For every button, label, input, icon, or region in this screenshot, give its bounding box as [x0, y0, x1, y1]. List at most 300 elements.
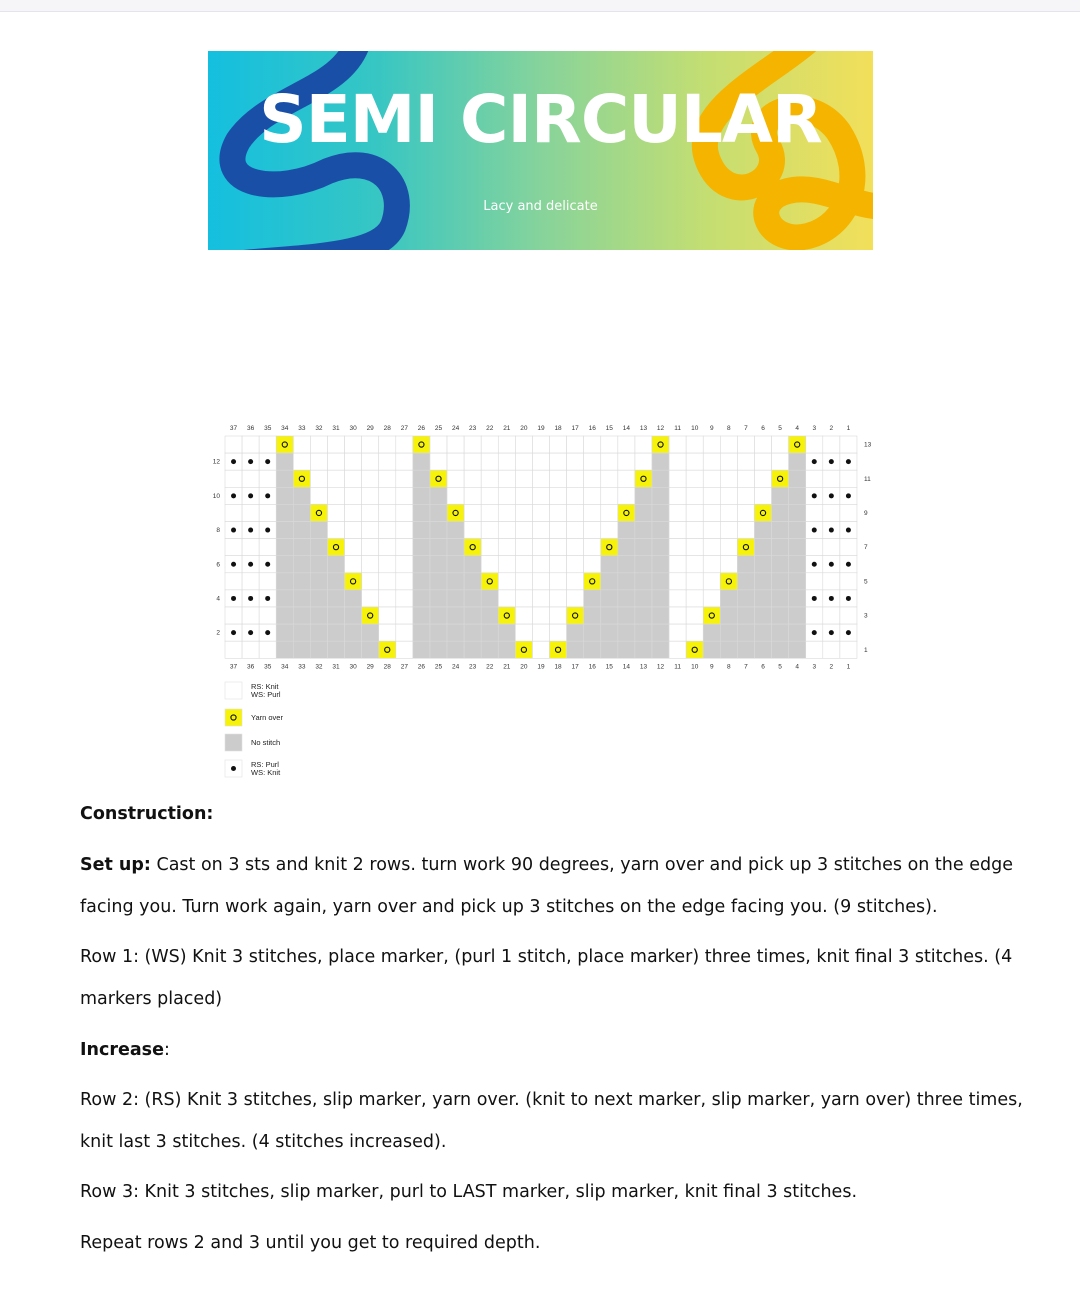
purl-dot — [265, 459, 270, 464]
chart-cell — [618, 590, 635, 607]
chart-cell — [720, 573, 737, 590]
column-number-bottom: 32 — [315, 663, 323, 671]
chart-cell — [242, 539, 259, 556]
column-number-top: 8 — [727, 425, 731, 432]
column-number-top: 13 — [639, 425, 648, 432]
chart-cell — [362, 504, 379, 521]
chart-cell — [276, 436, 293, 453]
chart-cell — [379, 487, 396, 504]
chart-cell — [686, 453, 703, 470]
chart-cell — [754, 470, 771, 487]
chart-cell — [396, 436, 413, 453]
column-number-bottom: 1 — [846, 663, 851, 671]
chart-cell — [293, 470, 310, 487]
column-number-bottom: 26 — [417, 663, 426, 671]
chart-cell — [242, 504, 259, 521]
chart-cell — [789, 436, 806, 453]
chart-cell — [447, 504, 464, 521]
chart-cell — [464, 504, 481, 521]
chart-cell — [447, 487, 464, 504]
chart-cell — [567, 453, 584, 470]
chart-cell — [447, 641, 464, 658]
chart-cell — [686, 641, 703, 658]
chart-cell — [327, 436, 344, 453]
chart-cell — [584, 539, 601, 556]
chart-cell — [652, 641, 669, 658]
chart-cell — [532, 641, 549, 658]
chart-cell — [413, 607, 430, 624]
chart-cell — [669, 590, 686, 607]
chart-cell — [345, 504, 362, 521]
chart-cell — [293, 607, 310, 624]
legend-label: WS: Knit — [251, 768, 281, 777]
row-number-right: 3 — [863, 612, 868, 620]
column-number-bottom: 28 — [383, 663, 391, 671]
chart-cell — [720, 522, 737, 539]
chart-cell — [310, 504, 327, 521]
purl-dot — [265, 562, 270, 567]
row-number-left: 2 — [216, 629, 220, 637]
chart-cell — [498, 539, 515, 556]
chart-cell — [737, 487, 754, 504]
chart-cell — [550, 470, 567, 487]
column-number-bottom: 2 — [829, 663, 834, 671]
increase-heading-line — [80, 1040, 1000, 1060]
chart-cell — [430, 436, 447, 453]
chart-cell — [550, 504, 567, 521]
chart-cell — [276, 453, 293, 470]
chart-cell — [464, 487, 481, 504]
chart-cell — [447, 453, 464, 470]
chart-cell — [806, 573, 823, 590]
chart-cell — [703, 487, 720, 504]
chart-cell — [447, 522, 464, 539]
chart-cell — [635, 522, 652, 539]
chart-cell — [481, 487, 498, 504]
chart-cell — [789, 607, 806, 624]
chart-cell — [430, 624, 447, 641]
chart-cell — [686, 624, 703, 641]
row-number-left: 8 — [216, 527, 220, 535]
chart-cell — [379, 522, 396, 539]
chart-cell — [396, 487, 413, 504]
column-number-top: 15 — [605, 425, 613, 432]
chart-cell — [720, 470, 737, 487]
chart-cell — [703, 624, 720, 641]
chart-cell — [823, 539, 840, 556]
chart-cell — [396, 522, 413, 539]
row1-line-2: markers placed) — [80, 989, 223, 1009]
chart-cell — [669, 573, 686, 590]
chart-cell — [242, 573, 259, 590]
chart-cell — [276, 624, 293, 641]
chart-cell — [652, 504, 669, 521]
chart-cell — [327, 556, 344, 573]
chart-cell — [532, 487, 549, 504]
row-number-left: 4 — [216, 595, 220, 603]
column-number-top: 4 — [795, 425, 799, 432]
purl-dot — [231, 459, 236, 464]
chart-cell — [703, 470, 720, 487]
chart-cell — [703, 522, 720, 539]
chart-cell — [584, 573, 601, 590]
chart-cell — [259, 641, 276, 658]
chart-cell — [362, 590, 379, 607]
chart-cell — [379, 539, 396, 556]
column-number-top: 32 — [315, 425, 323, 432]
chart-cell — [806, 641, 823, 658]
chart-cell — [806, 539, 823, 556]
chart-cell — [276, 556, 293, 573]
chart-cell — [447, 556, 464, 573]
column-number-bottom: 17 — [571, 663, 579, 671]
chart-cell — [413, 522, 430, 539]
row-number-left: 10 — [212, 492, 220, 500]
legend-label: RS: Purl — [251, 760, 279, 769]
purl-dot — [231, 562, 236, 567]
purl-dot — [829, 562, 834, 567]
chart-cell — [532, 556, 549, 573]
row-number-right: 1 — [863, 646, 868, 654]
chart-cell — [515, 556, 532, 573]
chart-cell — [464, 539, 481, 556]
chart-cell — [481, 504, 498, 521]
purl-dot — [829, 493, 834, 498]
chart-cell — [310, 607, 327, 624]
chart-cell — [396, 470, 413, 487]
chart-cell — [840, 573, 857, 590]
chart-cell — [754, 539, 771, 556]
chart-cell — [259, 470, 276, 487]
increase-colon: : — [163, 1040, 170, 1060]
column-number-top: 23 — [469, 425, 477, 432]
chart-cell — [601, 573, 618, 590]
chart-cell — [703, 573, 720, 590]
chart-cell — [379, 436, 396, 453]
chart-cell — [293, 556, 310, 573]
column-number-bottom: 18 — [554, 663, 562, 671]
chart-cell — [327, 607, 344, 624]
chart-cell — [225, 436, 242, 453]
chart-cell — [550, 590, 567, 607]
chart-cell — [276, 590, 293, 607]
chart-cell — [481, 522, 498, 539]
column-number-bottom: 16 — [588, 663, 596, 671]
chart-cell — [327, 624, 344, 641]
legend-label: WS: Purl — [251, 690, 281, 699]
chart-cell — [772, 436, 789, 453]
chart-cell — [464, 522, 481, 539]
chart-cell — [327, 641, 344, 658]
chart-cell — [584, 607, 601, 624]
purl-dot — [248, 459, 253, 464]
row-number-right: 11 — [863, 475, 871, 483]
chart-cell — [584, 590, 601, 607]
chart-cell — [806, 607, 823, 624]
chart-cell — [310, 641, 327, 658]
purl-dot — [829, 596, 834, 601]
chart-cell — [396, 504, 413, 521]
chart-cell — [362, 522, 379, 539]
chart-cell — [447, 590, 464, 607]
chart-cell — [618, 470, 635, 487]
chart-cell — [430, 556, 447, 573]
chart-cell — [686, 556, 703, 573]
banner-title: SEMI CIRCULAR — [259, 81, 822, 158]
column-number-bottom: 22 — [486, 663, 494, 671]
chart-cell — [293, 436, 310, 453]
chart-cell — [276, 522, 293, 539]
chart-cell — [396, 590, 413, 607]
chart-cell — [601, 539, 618, 556]
column-number-bottom: 27 — [400, 663, 408, 671]
chart-cell — [515, 470, 532, 487]
chart-cell — [823, 641, 840, 658]
chart-cell — [584, 487, 601, 504]
column-number-bottom: 31 — [332, 663, 340, 671]
chart-cell — [345, 487, 362, 504]
chart-cell — [310, 556, 327, 573]
chart-cell — [789, 539, 806, 556]
chart-cell — [567, 573, 584, 590]
chart-cell — [345, 556, 362, 573]
chart-cell — [396, 539, 413, 556]
column-number-bottom: 6 — [761, 663, 765, 671]
chart-cell — [601, 504, 618, 521]
chart-cell — [720, 453, 737, 470]
chart-cell — [481, 624, 498, 641]
chart-cell — [276, 573, 293, 590]
chart-cell — [310, 453, 327, 470]
setup-line-2: facing you. Turn work again, yarn over and pick up 3 stitches on the edge facing you. (9 stitches). — [80, 897, 938, 917]
column-number-top: 19 — [537, 425, 545, 432]
chart-cell — [823, 573, 840, 590]
chart-cell — [772, 522, 789, 539]
chart-cell — [532, 522, 549, 539]
legend-swatch — [225, 682, 242, 699]
row-number-left: 12 — [212, 458, 220, 466]
chart-cell — [242, 470, 259, 487]
chart-cell — [567, 436, 584, 453]
chart-cell — [823, 436, 840, 453]
repeat-text: Repeat rows 2 and 3 until you get to required depth. — [80, 1233, 541, 1253]
chart-cell — [772, 487, 789, 504]
chart-cell — [789, 504, 806, 521]
column-number-bottom: 14 — [622, 663, 630, 671]
row3-text: Row 3: Knit 3 stitches, slip marker, purl to LAST marker, slip marker, knit final 3 stitches. — [80, 1182, 858, 1202]
chart-cell — [345, 436, 362, 453]
chart-cell — [515, 539, 532, 556]
chart-cell — [242, 436, 259, 453]
chart-cell — [754, 590, 771, 607]
chart-cell — [362, 556, 379, 573]
column-number-bottom: 30 — [349, 663, 357, 671]
chart-cell — [618, 607, 635, 624]
chart-cell — [669, 453, 686, 470]
chart-cell — [772, 556, 789, 573]
column-number-bottom: 12 — [656, 663, 665, 671]
chart-cell — [362, 487, 379, 504]
chart-cell — [652, 590, 669, 607]
chart-cell — [567, 487, 584, 504]
chart-cell — [754, 607, 771, 624]
chart-cell — [379, 504, 396, 521]
purl-dot — [231, 630, 236, 635]
chart-cell — [327, 590, 344, 607]
chart-cell — [618, 504, 635, 521]
chart-cell — [550, 641, 567, 658]
chart-cell — [584, 522, 601, 539]
row-number-right: 7 — [863, 544, 868, 552]
chart-cell — [413, 487, 430, 504]
chart-cell — [720, 607, 737, 624]
chart-cell — [327, 573, 344, 590]
column-number-top: 27 — [400, 425, 408, 432]
chart-cell — [396, 624, 413, 641]
column-number-bottom: 3 — [812, 663, 817, 671]
purl-dot — [248, 493, 253, 498]
column-number-top: 29 — [366, 425, 374, 432]
chart-cell — [447, 607, 464, 624]
chart-cell — [498, 607, 515, 624]
chart-cell — [362, 470, 379, 487]
chart-cell — [310, 522, 327, 539]
chart-cell — [635, 624, 652, 641]
chart-cell — [481, 556, 498, 573]
chart-cell — [293, 504, 310, 521]
chart-cell — [806, 504, 823, 521]
column-number-top: 36 — [247, 425, 255, 432]
chart-cell — [635, 590, 652, 607]
chart-cell — [379, 624, 396, 641]
column-number-bottom: 10 — [691, 663, 699, 671]
chart-cell — [806, 436, 823, 453]
chart-cell — [293, 487, 310, 504]
chart-cell — [515, 522, 532, 539]
chart-cell — [635, 556, 652, 573]
chart-cell — [379, 590, 396, 607]
purl-dot — [846, 528, 851, 533]
chart-cell — [293, 573, 310, 590]
column-number-bottom: 13 — [639, 663, 648, 671]
chart-cell — [515, 624, 532, 641]
chart-cell — [823, 504, 840, 521]
chart-cell — [276, 487, 293, 504]
chart-cell — [703, 436, 720, 453]
chart-cell — [362, 453, 379, 470]
chart-cell — [652, 539, 669, 556]
column-number-top: 26 — [417, 425, 426, 432]
chart-cell — [550, 556, 567, 573]
chart-cell — [498, 522, 515, 539]
purl-dot — [231, 493, 236, 498]
chart-cell — [772, 470, 789, 487]
chart-cell — [481, 539, 498, 556]
chart-cell — [754, 504, 771, 521]
chart-cell — [413, 453, 430, 470]
chart-cell — [772, 590, 789, 607]
chart-cell — [310, 436, 327, 453]
chart-cell — [413, 539, 430, 556]
increase-heading: Increase — [80, 1040, 164, 1060]
chart-cell — [772, 624, 789, 641]
chart-cell — [532, 539, 549, 556]
purl-dot — [846, 630, 851, 635]
chart-cell — [823, 470, 840, 487]
chart-cell — [601, 487, 618, 504]
setup-label: Set up: — [80, 855, 151, 875]
chart-cell — [362, 573, 379, 590]
purl-dot — [265, 493, 270, 498]
chart-cell — [737, 453, 754, 470]
chart-cell — [481, 436, 498, 453]
chart-cell — [737, 590, 754, 607]
chart-cell — [242, 607, 259, 624]
purl-dot — [248, 562, 253, 567]
chart-cell — [532, 607, 549, 624]
purl-dot — [812, 493, 817, 498]
chart-cell — [772, 539, 789, 556]
banner-subtitle: Lacy and delicate — [483, 199, 598, 214]
chart-cell — [498, 556, 515, 573]
chart-cell — [362, 641, 379, 658]
chart-cell — [686, 590, 703, 607]
column-number-top: 33 — [298, 425, 306, 432]
chart-cell — [498, 470, 515, 487]
chart-cell — [550, 539, 567, 556]
column-number-top: 37 — [229, 425, 238, 432]
chart-cell — [464, 641, 481, 658]
chart-cell — [720, 487, 737, 504]
chart-cell — [720, 590, 737, 607]
column-number-top: 7 — [744, 425, 748, 432]
chart-cell — [345, 573, 362, 590]
chart-cell — [430, 487, 447, 504]
chart-cell — [754, 624, 771, 641]
chart-cell — [669, 641, 686, 658]
chart-cell — [345, 607, 362, 624]
chart-cell — [532, 590, 549, 607]
chart-cell — [327, 539, 344, 556]
chart-cell — [601, 556, 618, 573]
chart-cell — [754, 453, 771, 470]
chart-cell — [498, 573, 515, 590]
chart-cell — [669, 470, 686, 487]
chart-cell — [840, 436, 857, 453]
chart-cell — [772, 504, 789, 521]
chart-cell — [618, 453, 635, 470]
chart-cell — [720, 624, 737, 641]
chart-cell — [430, 590, 447, 607]
column-number-top: 35 — [264, 425, 272, 432]
purl-dot — [248, 630, 253, 635]
chart-cell — [635, 504, 652, 521]
column-number-bottom: 33 — [298, 663, 306, 671]
purl-dot — [812, 528, 817, 533]
chart-cell — [498, 641, 515, 658]
row2-line-1: Row 2: (RS) Knit 3 stitches, slip marker, yarn over. (knit to next marker, slip marker, yarn over) three times, — [80, 1090, 1023, 1110]
chart-cell — [327, 453, 344, 470]
stitch-chart-svg — [200, 414, 880, 794]
chart-cell — [515, 641, 532, 658]
chart-cell — [754, 522, 771, 539]
chart-cell — [720, 539, 737, 556]
chart-cell — [498, 624, 515, 641]
chart-cell — [789, 556, 806, 573]
chart-cell — [225, 539, 242, 556]
chart-cell — [789, 470, 806, 487]
row2-line-2: knit last 3 stitches. (4 stitches increased). — [80, 1132, 447, 1152]
